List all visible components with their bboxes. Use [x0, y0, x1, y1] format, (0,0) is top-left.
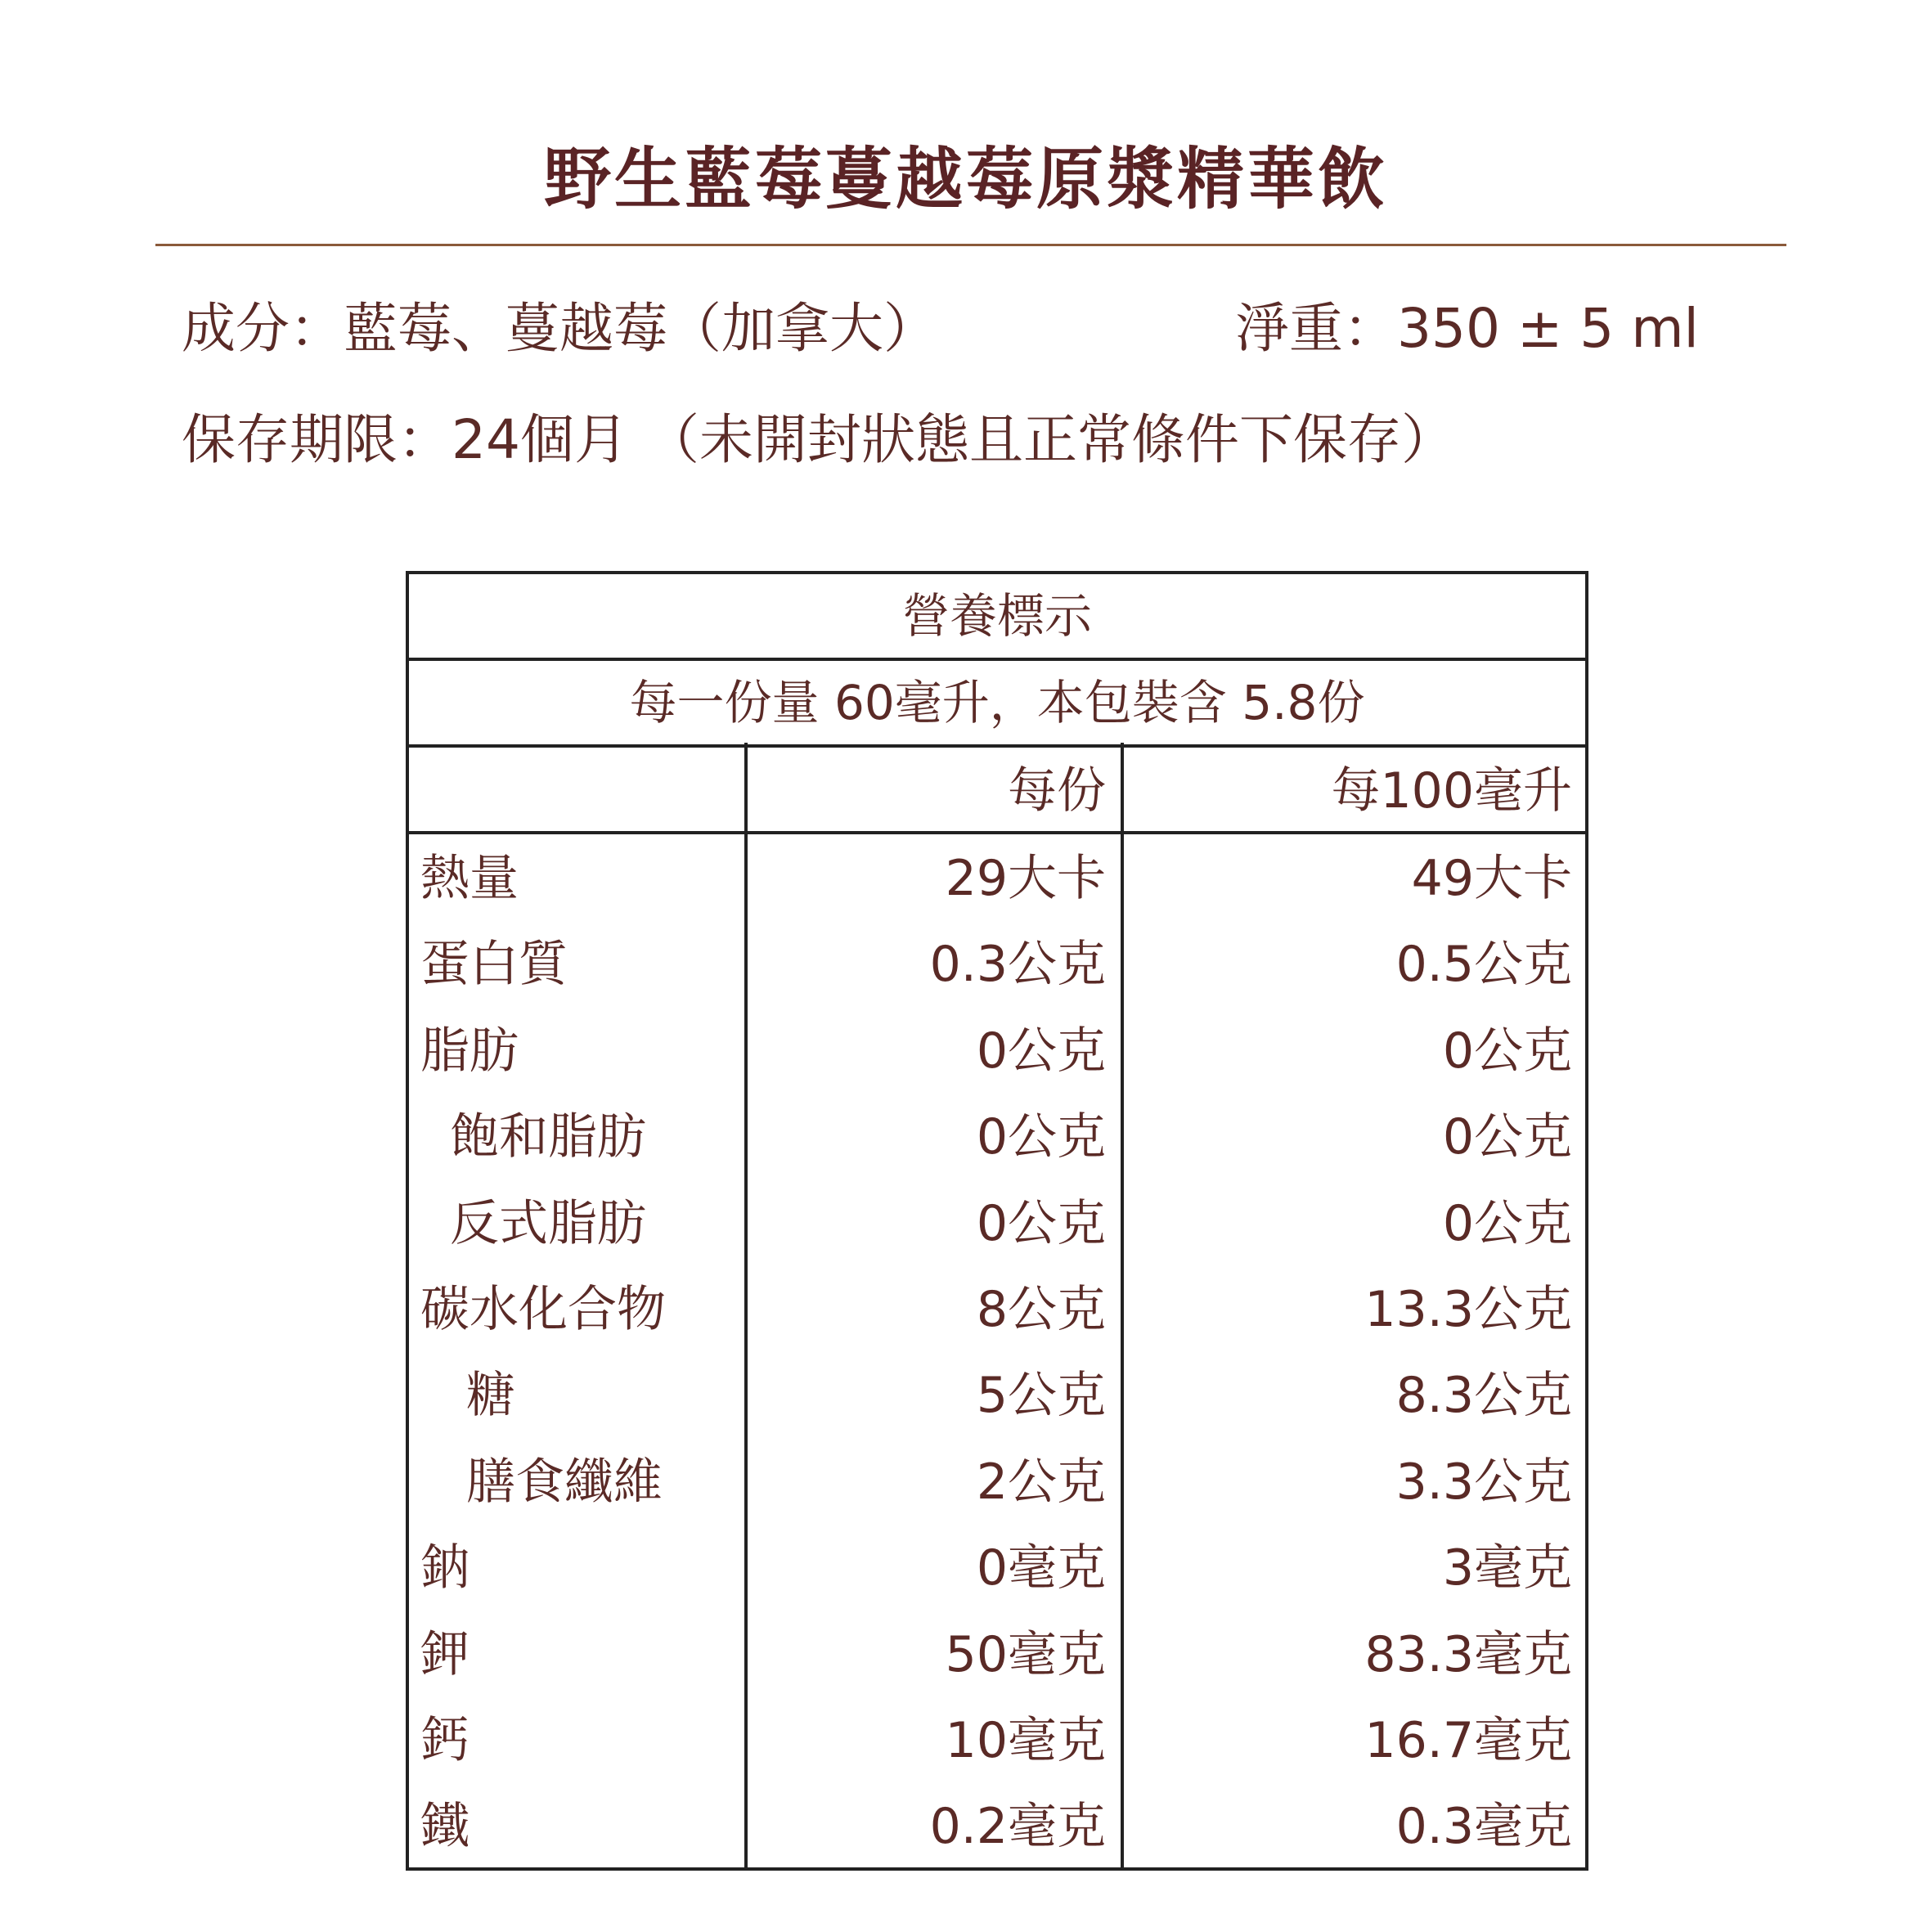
nutrient-name: 飽和脂肪 — [450, 1108, 646, 1166]
nutrient-name: 脂肪 — [420, 1022, 519, 1080]
per-serving-value: 2公克 — [976, 1453, 1106, 1511]
col-header-per-100: 每100毫升 — [1331, 762, 1572, 820]
per-serving-value: 10毫克 — [945, 1712, 1106, 1769]
per-serving-value: 50毫克 — [945, 1625, 1106, 1683]
per-serving-value: 29大卡 — [945, 850, 1106, 907]
product-title: 野生藍莓蔓越莓原漿精華飲 — [543, 141, 1388, 218]
nutrient-name: 鈉 — [420, 1539, 470, 1597]
per-100ml-value: 0公克 — [1442, 1022, 1572, 1080]
nutrient-name: 碳水化合物 — [420, 1281, 666, 1338]
per-serving-value: 0公克 — [976, 1194, 1106, 1252]
per-100ml-value: 83.3毫克 — [1364, 1625, 1572, 1683]
nutrient-name: 熱量 — [420, 850, 519, 907]
per-100ml-value: 49大卡 — [1411, 850, 1572, 907]
per-serving-value: 5公克 — [976, 1367, 1106, 1425]
per-100ml-value: 3.3公克 — [1395, 1453, 1572, 1511]
per-100ml-value: 0公克 — [1442, 1108, 1572, 1166]
nutrient-name: 鉀 — [420, 1625, 470, 1683]
net-weight-text: 淨重：350 ± 5 ml — [1235, 297, 1699, 360]
nutrient-name: 鐵 — [420, 1798, 470, 1856]
per-100ml-value: 8.3公克 — [1395, 1367, 1572, 1425]
nutrition-table — [406, 571, 1588, 1871]
per-100ml-value: 16.7毫克 — [1364, 1712, 1572, 1769]
nutrient-name: 蛋白質 — [420, 936, 568, 994]
per-100ml-value: 13.3公克 — [1364, 1281, 1572, 1338]
col-header-per-serving: 每份 — [1008, 762, 1106, 820]
title-divider — [155, 244, 1786, 246]
per-serving-value: 0毫克 — [976, 1539, 1106, 1597]
nutrient-name: 糖 — [466, 1367, 515, 1425]
shelf-life-text: 保存期限：24個月 （未開封狀態且正常條件下保存） — [182, 408, 1455, 471]
per-serving-value: 0.2毫克 — [929, 1798, 1106, 1856]
nutrition-heading: 營養標示 — [409, 574, 1585, 661]
per-serving-value: 0.3公克 — [929, 936, 1106, 994]
ingredients-text: 成分：藍莓、蔓越莓（加拿大） — [182, 297, 937, 360]
nutrient-name: 反式脂肪 — [450, 1194, 646, 1252]
nutrient-name: 鈣 — [420, 1712, 470, 1769]
per-100ml-value: 0.5公克 — [1395, 936, 1572, 994]
nutrient-name: 膳食纖維 — [466, 1453, 663, 1511]
per-100ml-value: 0公克 — [1442, 1194, 1572, 1252]
serving-info: 每一份量 60毫升，本包裝含 5.8份 — [409, 661, 1585, 748]
per-serving-value: 0公克 — [976, 1022, 1106, 1080]
per-serving-value: 8公克 — [976, 1281, 1106, 1338]
per-serving-value: 0公克 — [976, 1108, 1106, 1166]
per-100ml-value: 0.3毫克 — [1395, 1798, 1572, 1856]
per-100ml-value: 3毫克 — [1442, 1539, 1572, 1597]
